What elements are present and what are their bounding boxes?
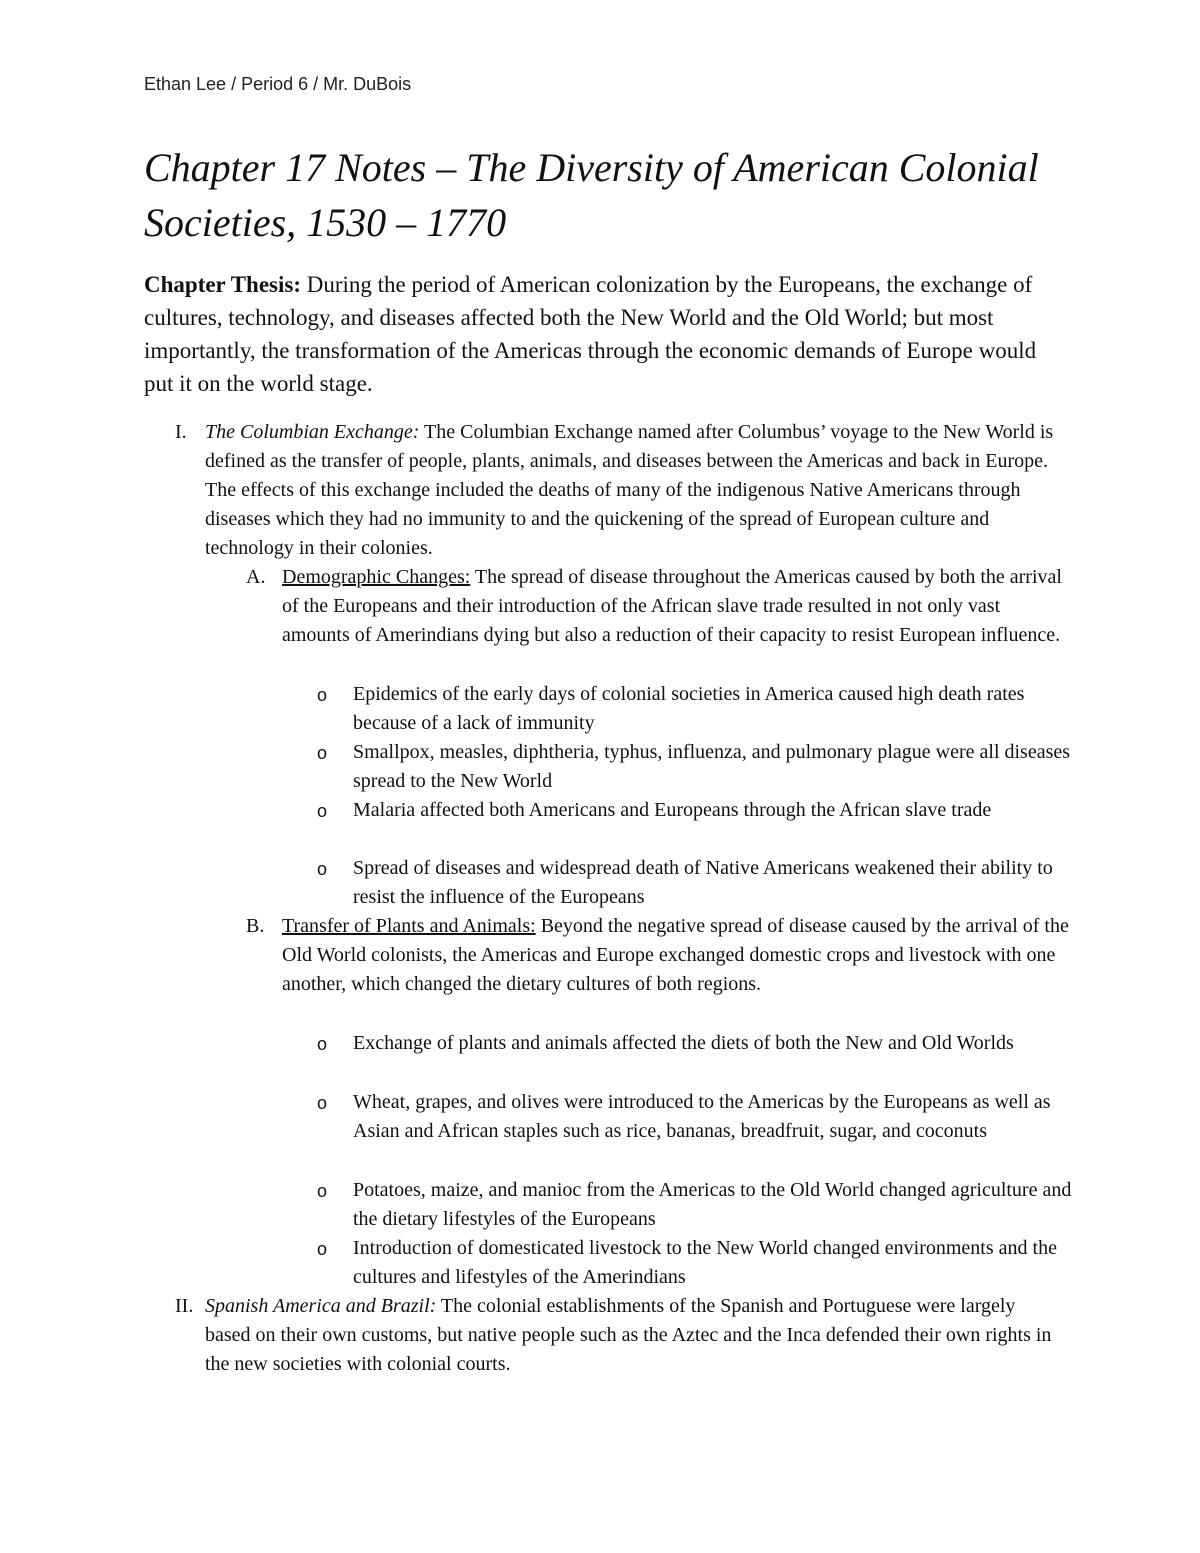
bullet-text: Introduction of domesticated livestock to the New World changed environments and the cultures and lifestyles of the Amerindians [353, 1237, 1057, 1288]
subsection-letter: A. [246, 566, 266, 588]
subsection-text: Beyond the negative spread of disease caused by the arrival of the Old World colonists, the Americas and Europe exchanged domestic crops and livestock with one another, which changed the dietary cultures of both regions. [282, 915, 1069, 995]
list-item [317, 854, 1073, 912]
subsection-heading: Demographic Changes: [282, 566, 471, 588]
subsection-demographic-changes [246, 563, 1072, 650]
bullet-marker: o [317, 859, 328, 879]
subsection-transfer-of-plants-and-animals [246, 912, 1072, 999]
bullet-marker: o [317, 1093, 328, 1113]
subsection-text: The spread of disease throughout the Americas caused by both the arrival of the Europeans and their introduction of the African slave trade resulted in not only vast amounts of Amerindians dying but also a reduction of their capacity to resist European influence. [282, 566, 1062, 646]
subsection-heading: Transfer of Plants and Animals: [282, 915, 536, 937]
bullet-text: Epidemics of the early days of colonial societies in America caused high death rates because of a lack of immunity [353, 683, 1025, 734]
section-columbian-exchange [175, 418, 1065, 563]
section-numeral: I. [175, 421, 187, 443]
bullet-text: Malaria affected both Americans and Europeans through the African slave trade [353, 799, 992, 821]
list-item [317, 1234, 1073, 1292]
bullet-text: Smallpox, measles, diphtheria, typhus, influenza, and pulmonary plague were all diseases spread to the New World [353, 741, 1071, 792]
section-numeral: II. [175, 1295, 194, 1317]
section-spanish-america-and-brazil [175, 1292, 1065, 1379]
list-item [317, 1176, 1073, 1234]
thesis-label: Chapter Thesis: [144, 272, 301, 297]
list-item [317, 1088, 1073, 1146]
section-heading: The Columbian Exchange: [205, 421, 420, 443]
section-text: The Columbian Exchange named after Columbus’ voyage to the New World is defined as the transfer of people, plants, animals, and diseases between the Americas and back in Europe. The effects of this exchange included the deaths of many of the indigenous Native Americans through diseases which they had no immunity to and the quickening of the spread of European culture and technology in their colonies. [205, 421, 1054, 559]
chapter-thesis [144, 268, 1044, 400]
list-item [317, 796, 1073, 825]
bullet-text: Exchange of plants and animals affected the diets of both the New and Old Worlds [353, 1032, 1014, 1054]
list-item [317, 1029, 1073, 1058]
bullet-text: Wheat, grapes, and olives were introduced to the Americas by the Europeans as well as Asian and African staples such as rice, bananas, breadfruit, sugar, and coconuts [353, 1091, 1051, 1142]
bullet-text: Spread of diseases and widespread death of Native Americans weakened their ability to resist the influence of the Europeans [353, 857, 1053, 908]
list-item [317, 680, 1073, 738]
bullet-marker: o [317, 685, 328, 705]
section-heading: Spanish America and Brazil: [205, 1295, 437, 1317]
student-header: Ethan Lee / Period 6 / Mr. DuBois [144, 74, 412, 94]
thesis-text: During the period of American colonization by the Europeans, the exchange of cultures, technology, and diseases affected both the New World and the Old World; but most importantly, the transformation of the Americas through the economic demands of Europe would put it on the world stage. [144, 272, 1037, 396]
subsection-letter: B. [246, 915, 265, 937]
bullet-text: Potatoes, maize, and manioc from the Americas to the Old World changed agriculture and the dietary lifestyles of the Europeans [353, 1179, 1072, 1230]
page-title: Chapter 17 Notes – The Diversity of American Colonial Societies, 1530 – 1770 [144, 145, 1039, 245]
section-text: The colonial establishments of the Spanish and Portuguese were largely based on their own customs, but native people such as the Aztec and the Inca defended their own rights in the new societies with colonial courts. [205, 1295, 1052, 1375]
bullet-marker: o [317, 801, 328, 821]
bullet-marker: o [317, 1034, 328, 1054]
bullet-marker: o [317, 1181, 328, 1201]
bullet-marker: o [317, 743, 328, 763]
list-item [317, 738, 1073, 796]
bullet-marker: o [317, 1239, 328, 1259]
